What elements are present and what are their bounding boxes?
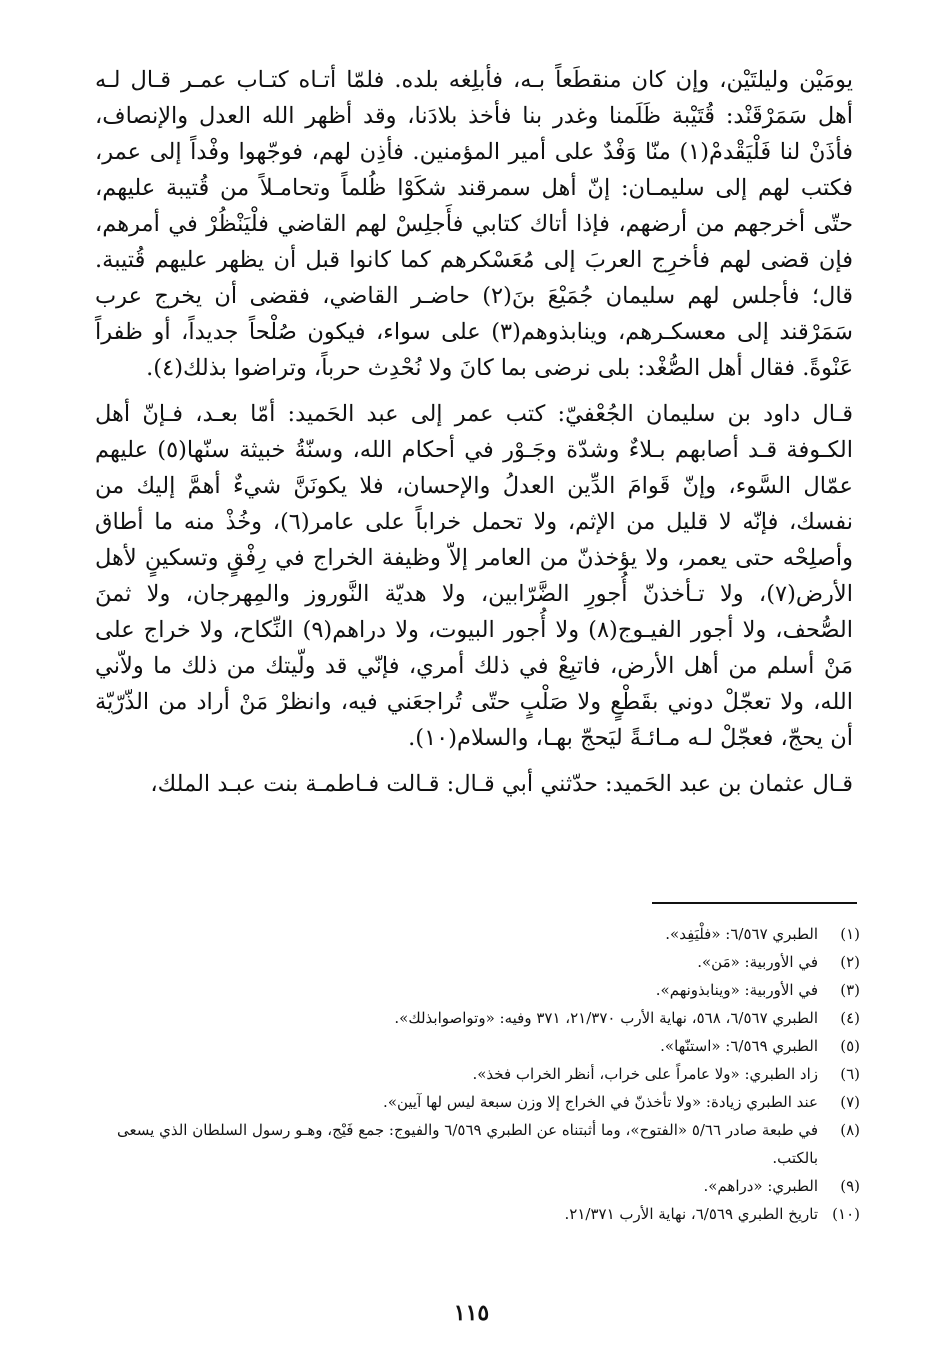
footnote-number: (٧)	[840, 1093, 860, 1111]
footnote-number: (١٠)	[832, 1205, 860, 1223]
footnote-number: (٨)	[840, 1121, 860, 1139]
footnote-4	[82, 1004, 860, 1032]
footnote-text: الطبري: «دراهم».	[703, 1177, 818, 1195]
footnote-text: تاريخ الطبري ٦/٥٦٩، نهاية الأرب ٢١/٣٧١.	[564, 1205, 818, 1223]
paragraph-3: قـال عثمان بن عبد الحَميد: حدّثني أبي قـال: قـالت فـاطمـة بنت عبـد الملك،	[150, 771, 853, 797]
page-number: ١١٥	[453, 1300, 490, 1326]
footnote-text: في طبعة صادر ٥/٦٦ «الفتوح»، وما أثبتناه عن الطبري ٦/٥٦٩ والفيوج: جمع فَيْج، وهـو رسول السلطان الذي يسعى بالكتب.	[117, 1121, 818, 1167]
footnote-text: زاد الطبري: «ولا عامراً على خراب، أنظر الخراب فخذ».	[472, 1065, 818, 1083]
footnote-text: الطبري ٦/٥٦٧: «فلْيَفِد».	[665, 925, 818, 943]
footnote-number: (٣)	[840, 981, 860, 999]
footnote-9	[82, 1172, 860, 1200]
footnote-text: عند الطبري زيادة: «ولا تأخذنّ في الخراج إلا وزن سبعة ليس لها آيين».	[383, 1093, 818, 1111]
footnote-number: (٥)	[840, 1037, 860, 1055]
footnote-text: الطبري ٦/٥٦٩: «استنّها».	[660, 1037, 818, 1055]
footnote-3	[82, 976, 860, 1004]
footnote-7	[82, 1088, 860, 1116]
footnote-10	[82, 1200, 860, 1228]
footnote-number: (٤)	[840, 1009, 860, 1027]
footnote-8	[82, 1116, 860, 1172]
footnote-divider	[652, 902, 857, 904]
main-text	[95, 62, 853, 802]
footnote-number: (٦)	[840, 1065, 860, 1083]
footnote-number: (٩)	[840, 1177, 860, 1195]
paragraph-2: قـال داود بن سليمان الجُعْفيّ: كتب عمر إلى عبد الحَميد: أمّا بعـد، فـإنّ أهل الكـوفة قـد أصابهم بـلاءٌ وشدّة وجَـوْر في أحكام الله، وسنّةُ خبيثة سنّها(٥) عليهم عمّال السَّوء، وإنّ قَوامَ الدِّين العدلُ والإحسان، فلا يكونَنَّ شيءٌ أهمَّ إليك من نفسك، فإنّه لا قليل من الإثم، ولا تحمل خراباً على عامر(٦)، وخُذْ منه ما أطاق وأصلِحْه حتى يعمر، ولا يؤخذنّ من العامر إلاّ وظيفة الخراج في رِفْقٍ وتسكينٍ لأهل الأرض(٧)، ولا تـأخذنّ أُجورِ الضَّرّابين، ولا هديّة النَّوروز والمِهرجان، ولا ثمنَ الصُّحف، ولا أجور الفيـوج(٨) ولا أُجور البيوت، ولا دراهم(٩) النِّكاح، ولا خراج على مَنْ أسلم من أهل الأرض، فاتبِعْ في ذلك أمري، فإنّي قد ولّيتك من ذلك ما ولاّني الله، ولا تعجّلْ دوني بقَطْعٍ ولا صَلْبٍ حتّى تُراجعَني فيه، وانظرْ مَنْ أراد من الذّرّيّة أن يحجّ، فعجّلْ لـه مـائـةً ليَحجّ بهـا، والسلام(١٠).	[95, 401, 854, 751]
footnote-2	[82, 948, 860, 976]
paragraph-1: يومَيْن وليلتَيْن، وإن كان منقطَعاً بـه، فأبلِغه بلده. فلمّا أتـاه كتـاب عمـر قـال لـه أهل سَمَرْقَنْد: قُتَيْبة ظَلَمنا وغدر بنا فأخذ بلادَنا، وقد أظهر الله العدل والإنصاف، فأذَنْ لنا فَلْيَقْدمْ(١) منّا وَفْدٌ على أمير المؤمنين. فأذِن لهم، فوجّهوا وفْداً إلى عمر، فكتب لهم إلى سليمـان: إنّ أهل سمرقند شكَوْا ظُلماً وتحامـلاً من قُتيبة عليهم، حتّى أخرجهم من أرضهم، فإذا أتاك كتابي فأَجلِسْ لهم القاضي فلْيَنْظُرْ في أمرهم، فإن قضى لهم فأخرِج العربَ إلى مُعَسْكرهم كما كانوا قبل أن يظهر عليهم قُتيبة. قال؛ فأجلس لهم سليمان جُمَيْعَ بنَ(٢) حاضـر القاضي، فقضى أن يخرج عرب سَمَرْقند إلى معسكـرهم، وينابذوهم(٣) على سواء، فيكون صُلْحاً جديداً، أو ظفراً عَنْوةً. فقال أهل الصُّغْد: بلى نرضى بما كانَ ولا نُحْدِث حرباً، وتراضوا بذلك(٤).	[95, 67, 854, 381]
footnote-1	[82, 920, 860, 948]
footnote-number: (١)	[840, 925, 860, 943]
footnotes-list	[82, 920, 860, 1228]
footnote-text: في الأوربية: «وينابذونهم».	[655, 981, 818, 999]
footnote-text: في الأوربية: «مَن».	[697, 953, 818, 971]
footnote-5	[82, 1032, 860, 1060]
footnote-number: (٢)	[840, 953, 860, 971]
footnote-text: الطبري ٦/٥٦٧، ٥٦٨، نهاية الأرب ٢١/٣٧٠، ٣٧١ وفيه: «وتواصوابذلك».	[394, 1009, 818, 1027]
footnote-6	[82, 1060, 860, 1088]
